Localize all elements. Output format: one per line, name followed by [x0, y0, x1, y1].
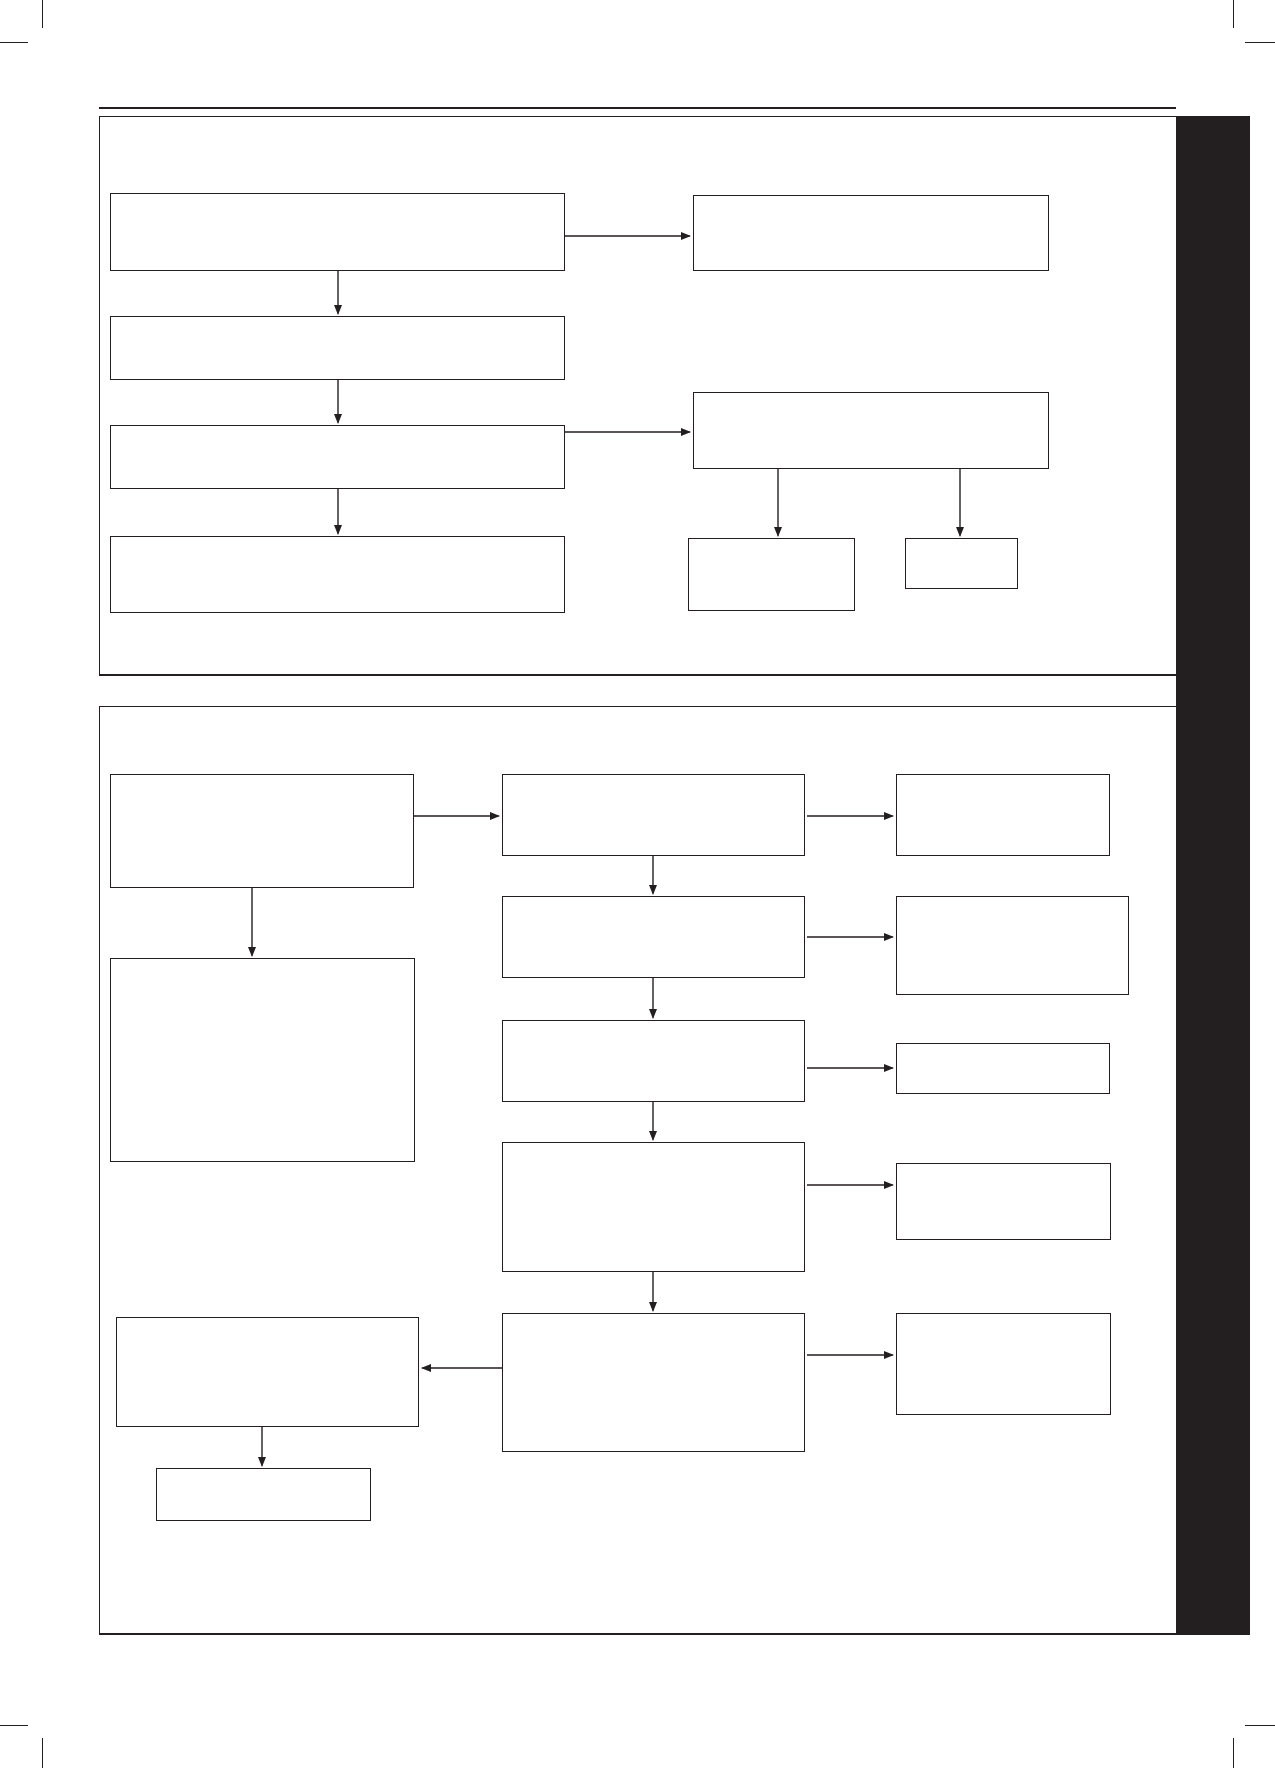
top-branch-a-box [688, 538, 855, 611]
top-branch-b-box [905, 538, 1018, 589]
bottom-step-1-box [502, 774, 805, 856]
crop-mark [1245, 1725, 1275, 1726]
crop-mark [0, 1725, 28, 1726]
top-step-3-box [110, 425, 565, 489]
bottom-result-5-box [896, 1313, 1111, 1415]
bottom-step-4-box [502, 1142, 805, 1272]
bottom-result-1-box [896, 774, 1110, 856]
top-result-1-box [693, 195, 1049, 271]
side-tab-bar [1176, 116, 1250, 1635]
crop-mark [0, 42, 28, 43]
crop-mark [1233, 1738, 1234, 1768]
bottom-end-box [156, 1468, 371, 1521]
bottom-result-4-box [896, 1163, 1111, 1240]
bottom-result-2-box [896, 896, 1129, 995]
crop-mark [42, 0, 43, 28]
top-decision-box [693, 392, 1049, 469]
bottom-start-box [110, 774, 414, 888]
crop-mark [1245, 42, 1275, 43]
bottom-step-3-box [502, 1020, 805, 1102]
crop-mark [42, 1738, 43, 1768]
crop-mark [1233, 0, 1234, 28]
header-rule [99, 107, 1176, 109]
top-step-2-box [110, 316, 565, 380]
top-step-4-box [110, 536, 565, 613]
bottom-left-branch-box [116, 1317, 419, 1427]
bottom-step-5-box [502, 1313, 805, 1452]
bottom-left-detail-box [110, 958, 415, 1162]
bottom-result-3-box [896, 1043, 1110, 1094]
top-step-1-box [110, 193, 565, 271]
bottom-step-2-box [502, 896, 805, 978]
